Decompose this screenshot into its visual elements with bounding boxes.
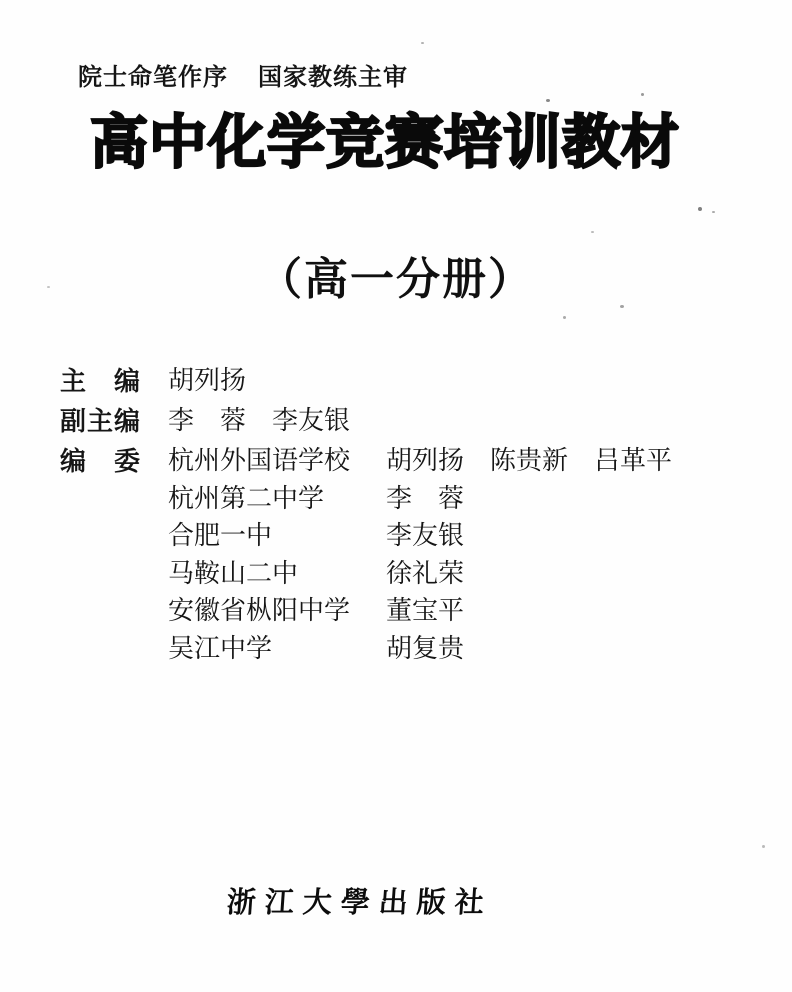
chief-editor-label: 主 编	[60, 366, 142, 396]
committee-school: 马鞍山二中	[168, 558, 299, 588]
committee-member-row	[168, 480, 672, 518]
committee-names: 李友银	[386, 521, 465, 550]
top-note-right: 国家教练主审	[258, 64, 408, 91]
editors-block	[60, 362, 672, 669]
committee-member-row	[168, 630, 672, 668]
committee-school: 安徽省枞阳中学	[168, 596, 351, 625]
committee-names: 胡复贵	[386, 633, 465, 663]
scan-speck	[421, 42, 424, 44]
deputy-editor-names: 李 蓉 李友银	[168, 406, 351, 435]
scan-speck	[591, 231, 594, 233]
committee-member-row	[168, 442, 672, 480]
committee-school: 吴江中学	[168, 633, 273, 663]
scan-speck	[563, 316, 566, 319]
scan-speck	[712, 211, 715, 213]
chief-editor-row	[60, 362, 672, 400]
committee-names: 徐礼荣	[386, 558, 465, 588]
committee-label: 编 委	[60, 446, 142, 476]
chief-editor-names: 胡列扬	[168, 366, 247, 395]
committee-school: 合肥一中	[168, 521, 273, 550]
committee-names: 胡列扬 陈贵新 吕革平	[386, 446, 673, 475]
committee-list	[168, 442, 672, 667]
committee-school: 杭州第二中学	[168, 483, 325, 513]
scan-speck	[47, 286, 50, 288]
publisher-imprint: 浙江大學出版社	[225, 887, 494, 919]
scan-speck	[698, 207, 702, 211]
scan-speck	[546, 99, 550, 102]
book-subtitle: （高一分册）	[258, 255, 534, 304]
top-note	[78, 57, 408, 92]
scan-speck	[641, 93, 644, 96]
committee-school: 杭州外国语学校	[168, 446, 351, 475]
deputy-editor-row	[60, 402, 672, 440]
committee-member-row	[168, 517, 672, 555]
book-title: 高中化学竞赛培训教材	[90, 110, 681, 175]
committee-names: 李 蓉	[386, 483, 465, 513]
committee-names: 董宝平	[386, 596, 465, 625]
deputy-editor-label: 副主编	[60, 406, 142, 436]
committee-member-row	[168, 555, 672, 593]
committee-row	[60, 442, 672, 667]
top-note-left: 院士命笔作序	[78, 64, 228, 91]
scan-speck	[762, 845, 765, 848]
committee-member-row	[168, 592, 672, 630]
scan-speck	[620, 305, 624, 308]
